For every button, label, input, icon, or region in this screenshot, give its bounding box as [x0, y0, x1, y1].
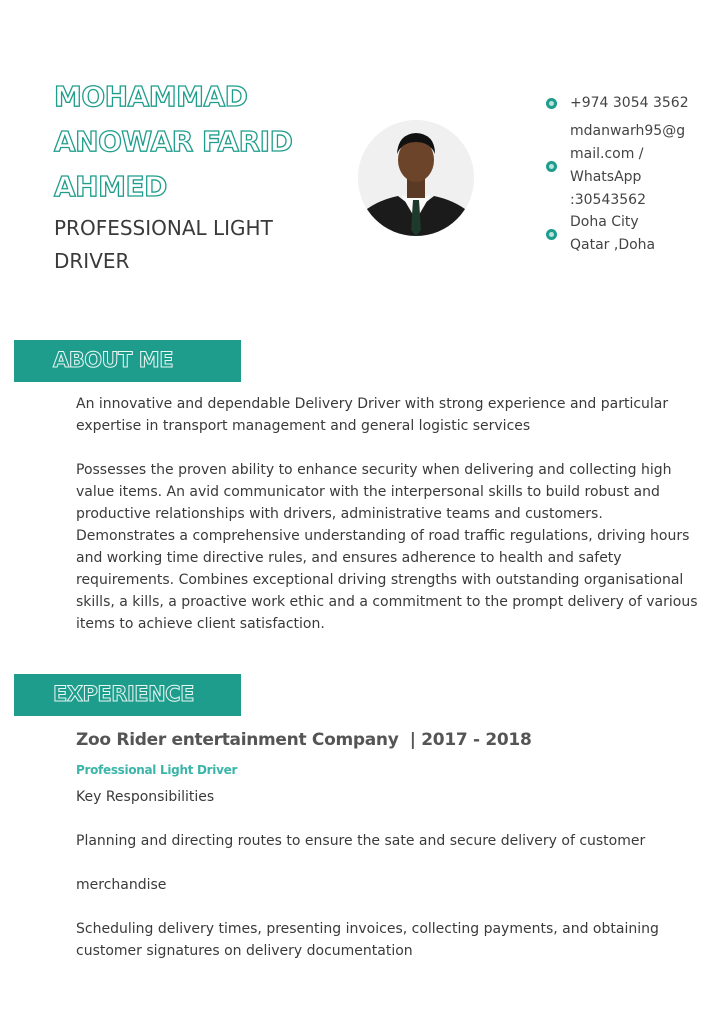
name-line: AHMED [54, 170, 167, 203]
contact-address [546, 211, 655, 257]
experience-heading-text: EXPERIENCE [53, 682, 194, 706]
job-title [54, 212, 273, 278]
phone-text: +974 3054 3562 [570, 95, 689, 111]
candidate-name [54, 74, 292, 209]
title-line: PROFESSIONAL LIGHT [54, 216, 273, 240]
contact-phone [546, 92, 689, 115]
email-line: mdanwarh95@g [570, 123, 686, 139]
email-line: :30543562 [570, 192, 646, 208]
about-paragraph: Possesses the proven ability to enhance security when delivering and collecting high value items. An avid communicator with the interpersonal skills to build robust and productive relationships with drivers, administrative teams and customers. Demonstrates a comprehensive understanding of road traffic regulations, driving hours and working time directive rules, and ensures adherence to health and safety requirements. Combines exceptional driving strengths with outstanding organisational skills, a kills, a proactive work ethic and a commitment to the prompt delivery of various items to achieve client satisfaction. [76, 462, 698, 632]
address-line: Doha City [570, 214, 639, 230]
address-text [570, 211, 655, 257]
experience-line: Scheduling delivery times, presenting invoices, collecting payments, and obtaining customer signatures on delivery documentation [76, 921, 659, 959]
company-line: Zoo Rider entertainment Company | 2017 - 2018 [76, 730, 532, 750]
title-line: DRIVER [54, 249, 130, 273]
experience-line: Key Responsibilities [76, 789, 215, 805]
profile-photo [358, 120, 474, 236]
about-heading [14, 340, 241, 382]
experience-line: merchandise [76, 877, 167, 893]
role-title: Professional Light Driver [76, 763, 238, 777]
name-line: ANOWAR FARID [54, 125, 293, 158]
address-line: Qatar ,Doha [570, 237, 656, 253]
location-icon [546, 229, 557, 240]
contact-email [546, 120, 685, 212]
email-line: mail.com / [570, 146, 644, 162]
email-line: WhatsApp [570, 169, 642, 185]
about-heading-text: ABOUT ME [53, 348, 174, 372]
name-line: MOHAMMAD [54, 80, 248, 113]
email-text [570, 120, 685, 212]
about-paragraph: An innovative and dependable Delivery Driver with strong experience and particular expertise in transport management and general logistic services [76, 396, 669, 434]
email-icon [546, 161, 557, 172]
phone-icon [546, 98, 557, 109]
experience-heading [14, 674, 241, 716]
experience-line: Planning and directing routes to ensure the sate and secure delivery of customer [76, 833, 646, 849]
